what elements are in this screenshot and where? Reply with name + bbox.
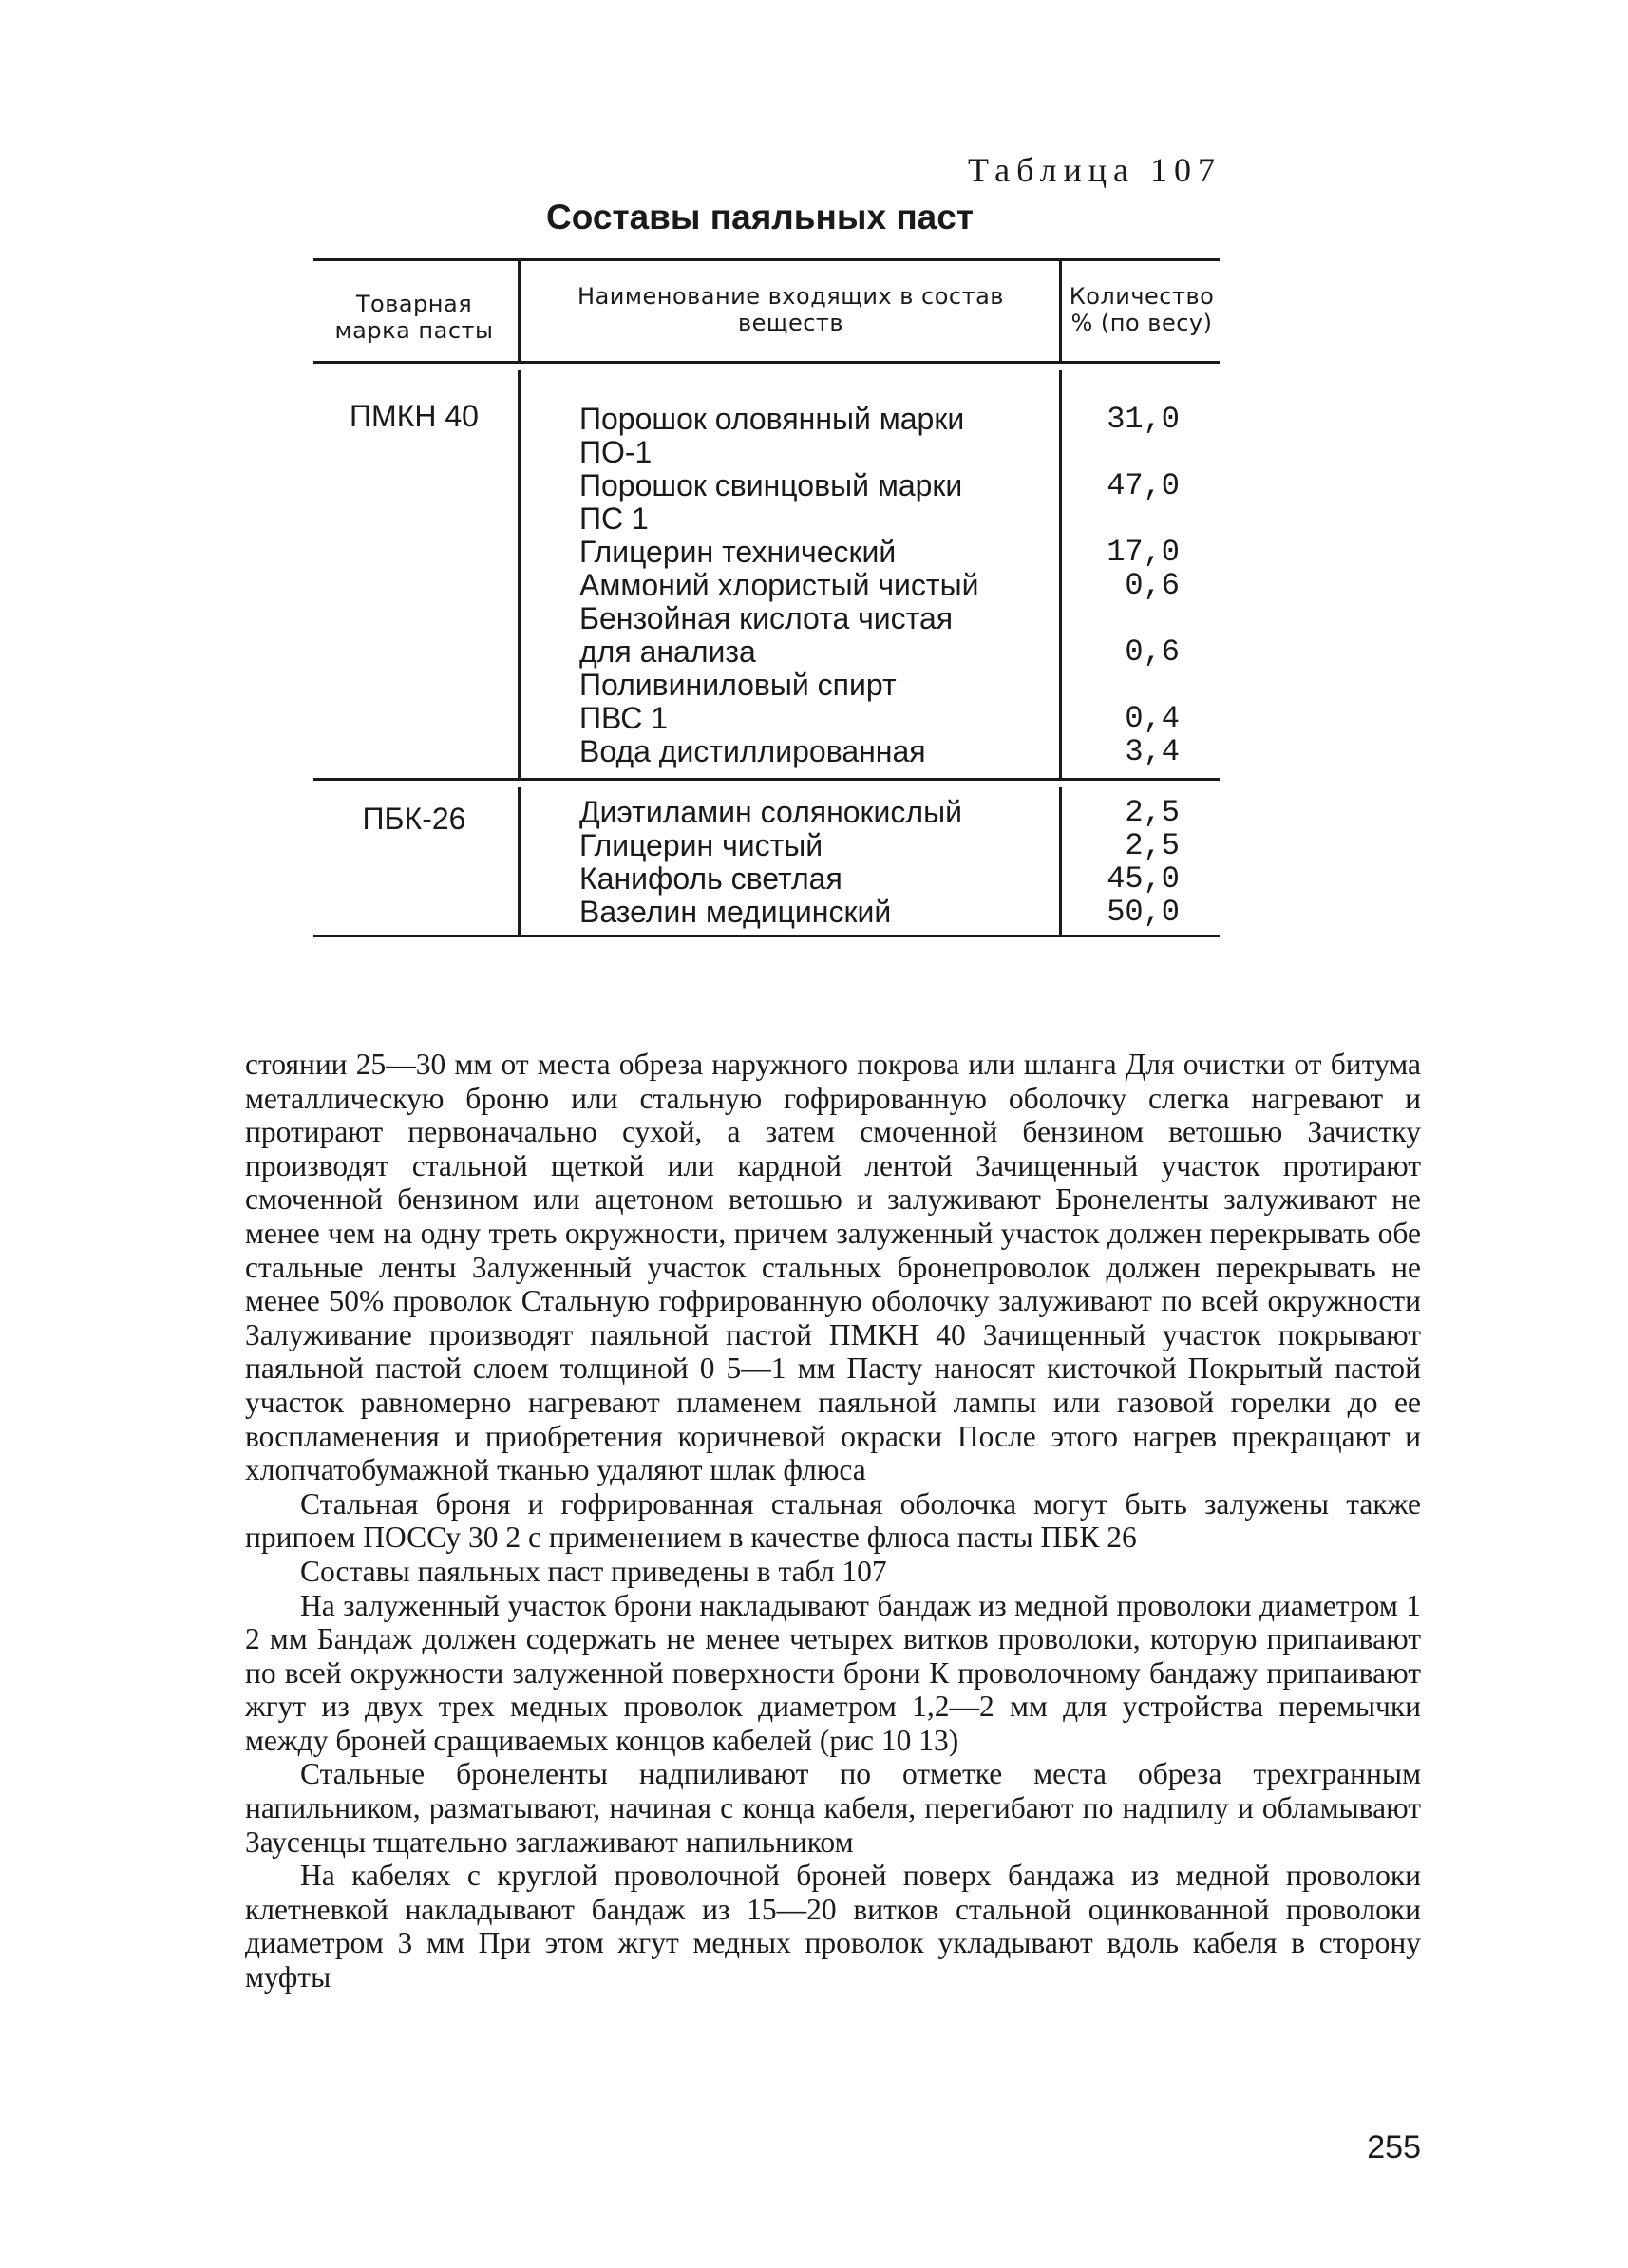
quantity-cell: 0,4 [1125, 701, 1180, 736]
quantities-pbk26 [1064, 796, 1180, 929]
brand-pmkn40: ПМКН 40 [350, 399, 479, 433]
table-top-rule [313, 258, 1220, 261]
quantity-cell: 31,0 [1107, 402, 1180, 437]
paragraph: Стальные бронеленты надпиливают по отметке места обреза трехгранным напильником, разматывают, начиная с конца кабеля, перегибают по надпилу и обламывают Заусенцы тщательно заглаживают напильником [245, 1757, 1421, 1859]
component-line: Канифоль светлая [579, 861, 842, 896]
component-line: ПО-1 [579, 435, 653, 469]
component-line: Вода дистиллированная [579, 734, 926, 768]
component-line: Вазелин медицинский [579, 895, 892, 929]
component-line: Диэтиламин солянокислый [579, 795, 962, 829]
quantity-cell: 2,5 [1125, 795, 1180, 830]
header-quantity: Количество % (по весу) [1069, 283, 1215, 336]
quantity-cell [1064, 669, 1180, 702]
component-line: для анализа [579, 634, 756, 669]
quantity-cell [1064, 602, 1180, 635]
paragraph: Стальная броня и гофрированная стальная оболочка могут быть залужены также припоем ПОССу 30 2 с применением в качестве флюса пасты ПБК 26 [245, 1486, 1421, 1555]
quantity-cell: 45,0 [1107, 861, 1180, 897]
component-line: Порошок оловянный марки [579, 402, 965, 436]
quantity-cell: 0,6 [1125, 568, 1180, 603]
component-line: Глицерин технический [579, 535, 897, 569]
column-divider-2a [1059, 370, 1062, 778]
component-line: ПС 1 [579, 501, 649, 536]
quantity-cell: 47,0 [1107, 468, 1180, 503]
header-brand: Товарная марка пасты [334, 291, 494, 344]
column-divider-1b [518, 787, 521, 935]
column-divider-1a [518, 370, 521, 778]
component-line: Порошок свинцовый марки [579, 468, 963, 502]
header-bottom-rule [313, 361, 1220, 364]
quantity-cell: 0,6 [1125, 634, 1180, 670]
components-pbk26 [579, 796, 1054, 929]
quantity-cell: 50,0 [1107, 895, 1180, 930]
quantity-cell [1064, 502, 1180, 536]
component-line: Аммоний хлористый чистый [579, 568, 979, 602]
table-title: Составы паяльных паст [546, 198, 974, 236]
components-pmkn40 [579, 403, 1054, 768]
brand-pbk26: ПБК-26 [362, 802, 466, 836]
paragraph: На залуженный участок брони накладывают бандаж из медной проволоки диаметром 1 2 мм Бандаж должен содержать не менее четырех витков проволоки, которую припаивают по всей окружности залуженной поверхности брони К проволочному бандажу припаивают жгут из двух трех медных проволок диаметром 1,2—2 мм для устройства перемычки между броней сращиваемых концов кабелей (рис 10 13) [245, 1588, 1421, 1757]
component-line: Глицерин чистый [579, 828, 823, 862]
body-text [245, 1048, 1421, 1994]
paragraph: стоянии 25—30 мм от места обреза наружного покрова или шланга Для очистки от битума металлическую броню или стальную гофрированную оболочку слегка нагревают и протирают первоначально сухой, а затем смоченной бензином ветошью Зачистку производят стальной щеткой или кардной лентой Зачищенный участок протирают смоченной бензином или ацетоном ветошью и залуживают Бронеленты залуживают не менее чем на одну треть окружности, причем залуженный участок должен перекрывать обе стальные ленты Залуженный участок стальных бронепроволок должен перекрывать не менее 50% проволок Стальную гофрированную оболочку залуживают по всей окружности Залуживание производят паяльной пастой ПМКН 40 Зачищенный участок покрывают паяльной пастой слоем толщиной 0 5—1 мм Пасту наносят кисточкой Покрытый пастой участок равномерно нагревают пламенем паяльной лампы или газовой горелки до ее воспламенения и приобретения коричневой окраски После этого нагрев прекращают и хлопчатобумажной тканью удаляют шлак флюса [245, 1048, 1421, 1487]
table-bottom-rule [313, 935, 1220, 937]
quantity-cell: 3,4 [1125, 734, 1180, 769]
paragraph: Составы паяльных паст приведены в табл 107 [300, 1554, 887, 1588]
table-label: Таблица 107 [968, 151, 1221, 189]
quantity-cell: 2,5 [1125, 828, 1180, 863]
header-composition: Наименование входящих в состав веществ [577, 283, 1004, 336]
page-number: 255 [1367, 2129, 1421, 2165]
quantities-pmkn40 [1064, 403, 1180, 768]
paragraph: На кабелях с круглой проволочной броней поверх бандажа из медной проволоки клетневкой накладывают бандаж из 15—20 витков стальной оцинкованной проволоки диаметром 3 мм При этом жгут медных проволок укладывают вдоль кабеля в сторону муфты [245, 1859, 1421, 1994]
header-divider-1 [518, 258, 521, 361]
column-divider-2b [1059, 787, 1062, 935]
quantity-cell [1064, 436, 1180, 469]
component-line: ПВС 1 [579, 701, 669, 735]
quantity-cell: 17,0 [1107, 535, 1180, 570]
group-separator-rule [313, 778, 1220, 781]
header-divider-2 [1059, 258, 1062, 361]
component-line: Поливиниловый спирт [579, 668, 897, 702]
component-line: Бензойная кислота чистая [579, 601, 954, 635]
